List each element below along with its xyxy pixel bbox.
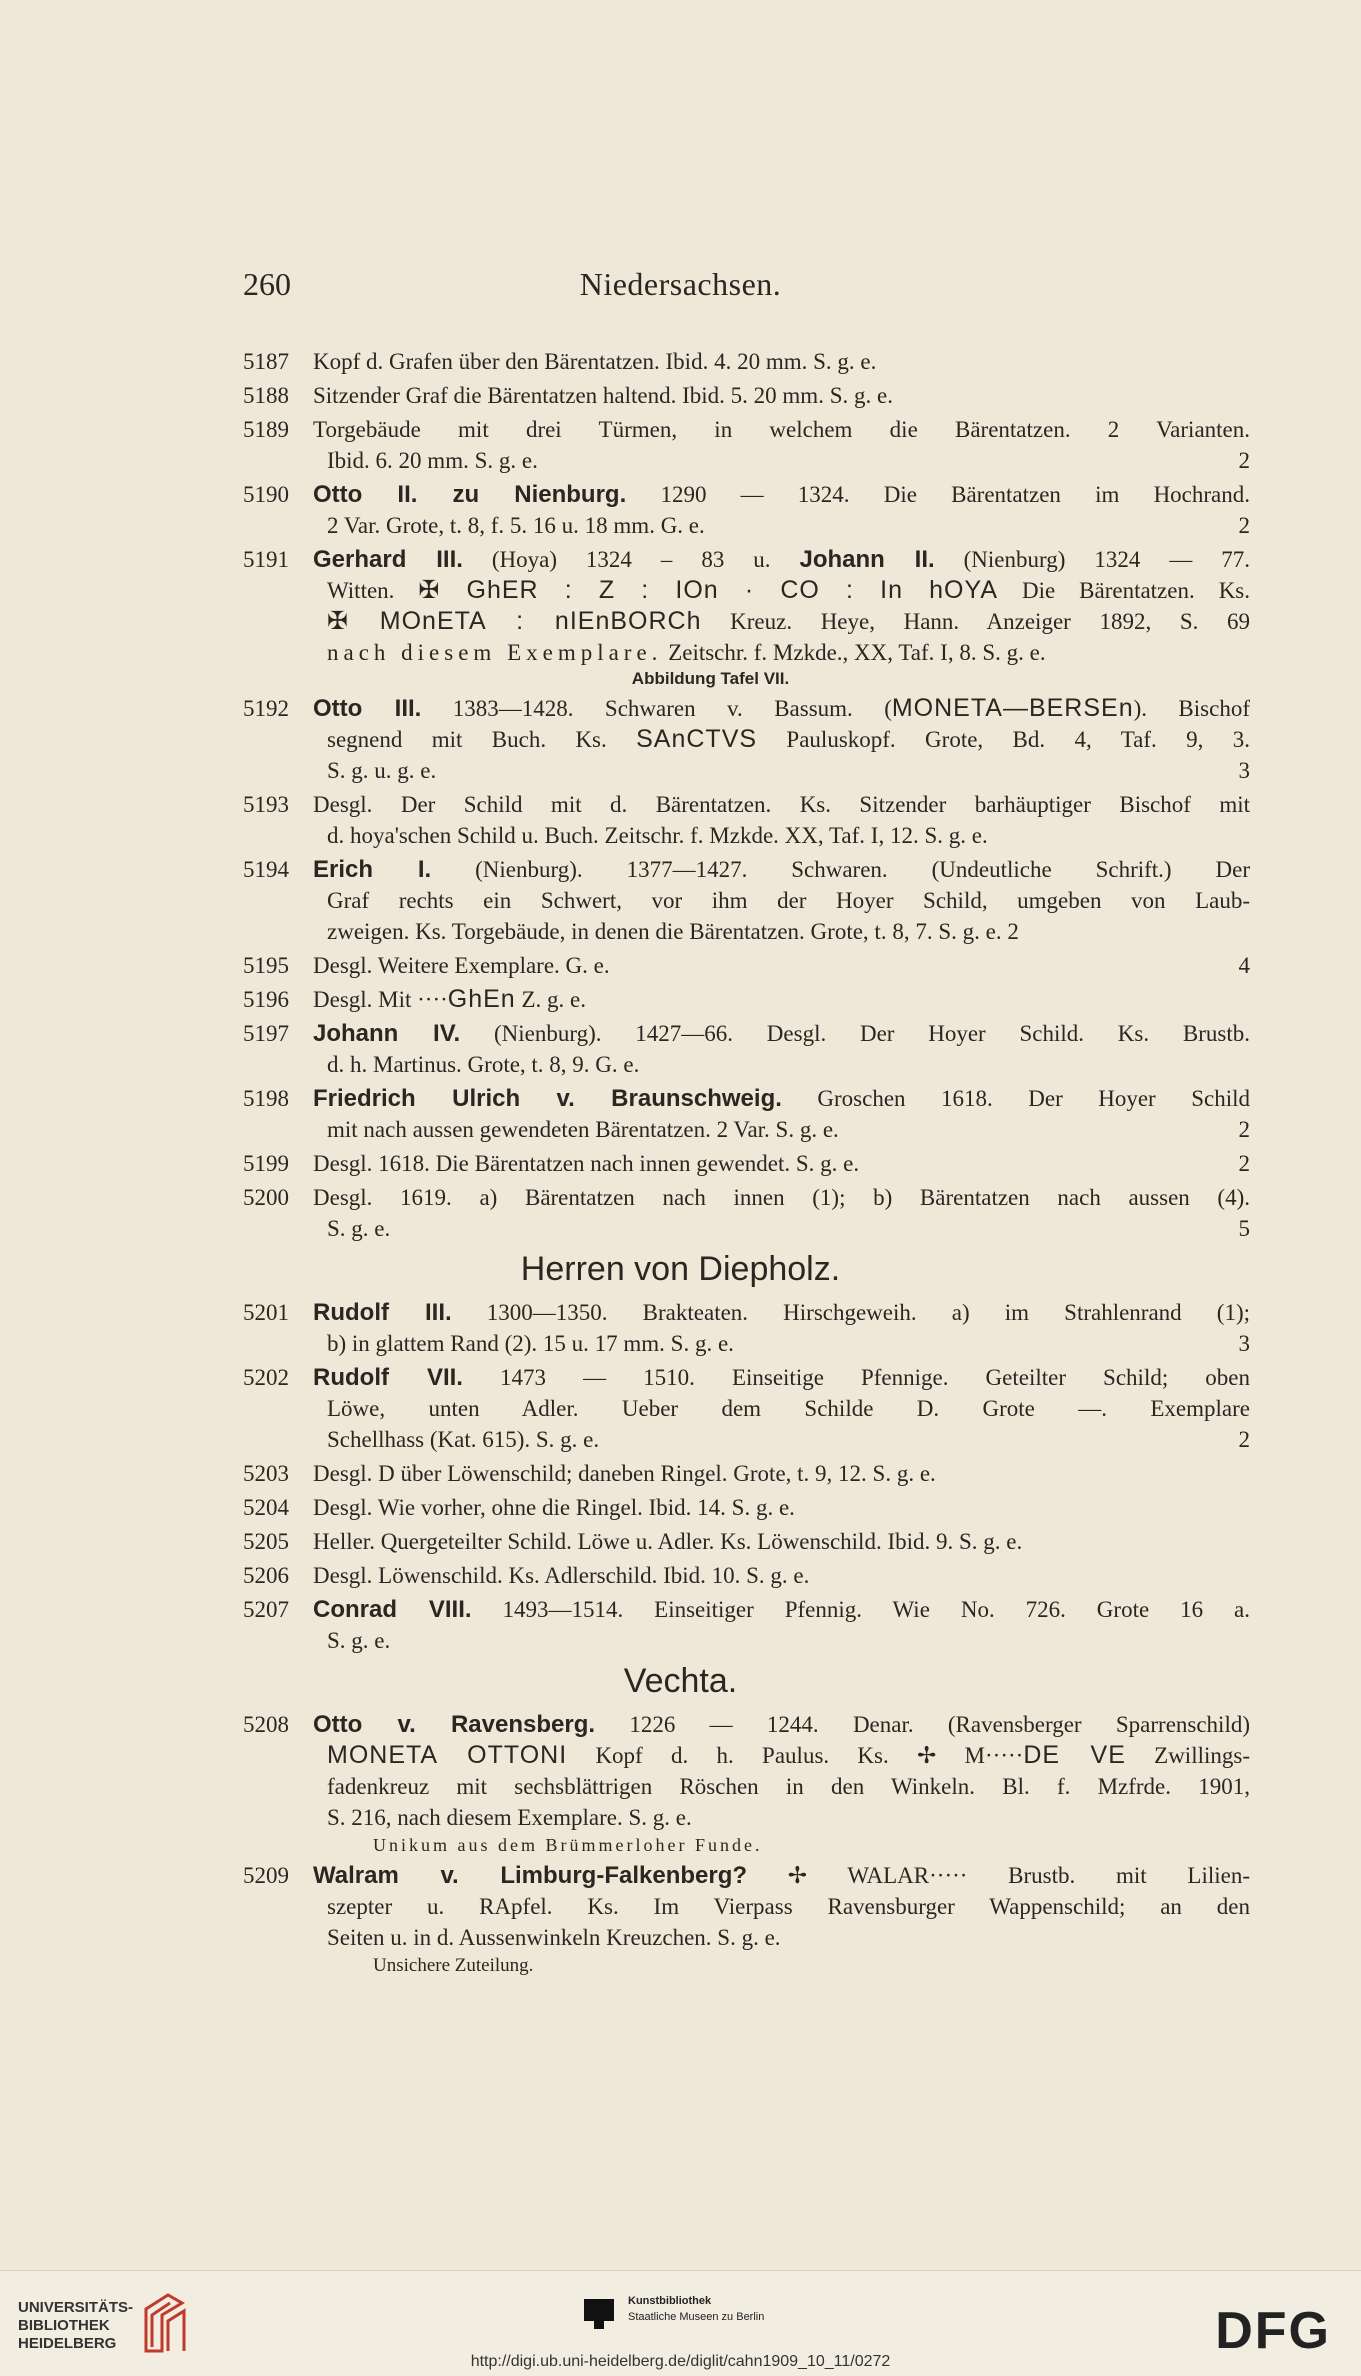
coin-legend: MONETA—BERSEn [891, 694, 1134, 722]
entry-line [313, 984, 1250, 1015]
catalogue-entry [0, 1362, 1361, 1455]
entry-line [313, 1860, 1250, 1891]
entry-number: 5190 [243, 482, 289, 507]
text-run: Heller. Quergeteilter Schild. Löwe u. Adler. Ks. Löwenschild. Ibid. 9. S. g. e. [313, 1529, 1023, 1554]
text-run: d. hoya'schen Schild u. Buch. Zeitschr. f. Mzkde. XX, Taf. I, 12. S. g. e. [327, 823, 988, 848]
specimen-count: 2 [1238, 1427, 1250, 1452]
entry-text [313, 1526, 1250, 1557]
entry-line [313, 346, 1250, 377]
entry-number: 5194 [243, 857, 289, 882]
text-run: Witten. [327, 578, 419, 603]
entry-line [313, 1297, 1250, 1328]
entry-number: 5195 [243, 953, 289, 978]
catalogue-entry [0, 1083, 1361, 1145]
ruler-name: Walram v. Limburg-Falkenberg? [313, 1862, 748, 1889]
specimen-count: 3 [1238, 758, 1250, 783]
ruler-name: Johann IV. [313, 1020, 461, 1047]
entry-line [313, 380, 1250, 411]
entry-line [313, 1083, 1250, 1114]
entry-number: 5209 [243, 1863, 289, 1888]
text-run: ✢ WALAR····· Brustb. mit Lilien- [747, 1863, 1250, 1888]
digitization-footer [0, 2270, 1361, 2376]
section-heading-diepholz: Herren von Diepholz. [520, 1250, 841, 1288]
ruler-name: Rudolf III. [313, 1299, 452, 1326]
text-run: Graf rechts ein Schwert, vor ihm der Hoyer Schild, umgeben von Laub- [327, 888, 1250, 913]
text-run: Pauluskopf. Grote, Bd. 4, Taf. 9, 3. [757, 727, 1250, 752]
entries-group-niedersachsen [0, 346, 1361, 1244]
text-run: ). Bischof [1133, 696, 1250, 721]
entry-number: 5197 [243, 1021, 289, 1046]
ruler-name: Johann II. [799, 546, 935, 573]
entry-line [313, 1148, 1250, 1179]
entries-group-diepholz [0, 1297, 1361, 1656]
entry-line [313, 755, 1250, 786]
entry-text [313, 1362, 1250, 1455]
text-run: mit nach aussen gewendeten Bärentatzen. 2 Var. S. g. e. [327, 1117, 839, 1142]
entry-text [313, 693, 1250, 786]
entry-text [313, 789, 1250, 851]
entry-number: 5202 [243, 1365, 289, 1390]
entry-number: 5205 [243, 1529, 289, 1554]
specimen-count: 4 [1238, 953, 1250, 978]
catalogue-entry [0, 693, 1361, 786]
entry-line [313, 1393, 1250, 1424]
catalogue-entry [0, 789, 1361, 851]
text-run: szepter u. RApfel. Ks. Im Vierpass Ravensburger Wappenschild; an den [327, 1894, 1250, 1919]
entry-line [313, 1213, 1250, 1244]
text-run: 1473 — 1510. Einseitige Pfennige. Geteilter Schild; oben [462, 1365, 1250, 1390]
text-run: Desgl. 1618. Die Bärentatzen nach innen gewendet. S. g. e. [313, 1151, 860, 1176]
catalogue-entry [0, 1182, 1361, 1244]
ruler-name: Erich I. [313, 856, 432, 883]
entry-text [313, 1860, 1250, 1979]
text-run: Torgebäude mit drei Türmen, in welchem die Bärentatzen. 2 Varianten. [313, 417, 1250, 442]
text-run: Desgl. Löwenschild. Ks. Adlerschild. Ibid. 10. S. g. e. [313, 1563, 810, 1588]
text-run: Kreuz. Heye, Hann. Anzeiger 1892, S. 69 [701, 609, 1250, 634]
ruler-name: Otto III. [313, 695, 422, 722]
entry-text [313, 414, 1250, 476]
specimen-count: 5 [1238, 1216, 1250, 1241]
text-run: Desgl. D über Löwenschild; daneben Ringel. Grote, t. 9, 12. S. g. e. [313, 1461, 936, 1486]
entries-group-vechta [0, 1709, 1361, 1979]
entry-line [313, 1492, 1250, 1523]
entry-number: 5193 [243, 792, 289, 817]
text-run: S. g. e. [327, 1216, 391, 1241]
section-heading-vechta: Vechta. [623, 1662, 738, 1700]
entry-line [313, 445, 1250, 476]
text-run: Zeitschr. f. Mzkde., XX, Taf. I, 8. S. g. e. [662, 640, 1046, 665]
ub-logo-line: UNIVERSITÄTS- [18, 2299, 134, 2316]
entry-line [313, 1740, 1250, 1771]
text-run: Löwe, unten Adler. Ueber dem Schilde D. Grote —. Exemplare [327, 1396, 1250, 1421]
entry-number: 5200 [243, 1185, 289, 1210]
entry-line [313, 1018, 1250, 1049]
entry-line [313, 1625, 1250, 1656]
text-run: Groschen 1618. Der Hoyer Schild [781, 1086, 1250, 1111]
entry-line [313, 950, 1250, 981]
entry-line [313, 606, 1250, 637]
text-run: (Nienburg). 1427—66. Desgl. Der Hoyer Schild. Ks. Brustb. [460, 1021, 1250, 1046]
entry-line [313, 1328, 1250, 1359]
ub-logo-line: HEIDELBERG [18, 2335, 117, 2352]
entry-text [313, 854, 1250, 947]
specimen-count: 3 [1238, 1331, 1250, 1356]
text-run: Kopf d. h. Paulus. Ks. ✢ M····· [567, 1743, 1024, 1768]
dfg-logo[interactable]: DFG [1215, 2302, 1331, 2360]
text-run: 1383—1428. Schwaren v. Bassum. ( [421, 696, 892, 721]
text-run: (Nienburg). 1377—1427. Schwaren. (Undeutliche Schrift.) Der [431, 857, 1250, 882]
entry-line [313, 1362, 1250, 1393]
entry-number: 5199 [243, 1151, 289, 1176]
entry-number: 5208 [243, 1712, 289, 1737]
spaced-text: nach diesem Exemplare. [327, 640, 663, 665]
entry-text [313, 1458, 1250, 1489]
text-run: Desgl. Weitere Exemplare. G. e. [313, 953, 610, 978]
entry-number: 5188 [243, 383, 289, 408]
text-run: 1493—1514. Einseitiger Pfennig. Wie No. 726. Grote 16 a. [471, 1597, 1250, 1622]
ruler-name: Otto v. Ravensberg. [313, 1711, 596, 1738]
kunstbibliothek-emblem-icon [582, 2297, 616, 2331]
entry-line [313, 510, 1250, 541]
catalogue-entry [0, 1297, 1361, 1359]
entry-line [313, 724, 1250, 755]
text-run: Desgl. Mit ···· [313, 987, 448, 1012]
catalogue-entry [0, 544, 1361, 690]
entry-line [313, 544, 1250, 575]
entry-text [313, 1492, 1250, 1523]
plate-reference: Abbildung Tafel VII. [631, 669, 790, 688]
kb-logo-line: Kunstbibliothek [628, 2295, 712, 2307]
text-run: Z. g. e. [515, 987, 586, 1012]
entry-line [313, 693, 1250, 724]
page-number: 260 [243, 266, 291, 302]
catalogue-entry [0, 1018, 1361, 1080]
text-run: 2 Var. Grote, t. 8, f. 5. 16 u. 18 mm. G. e. [327, 513, 705, 538]
ruler-name: Gerhard III. [313, 546, 463, 573]
catalogue-entry [0, 1860, 1361, 1979]
ub-heidelberg-logo[interactable] [18, 2299, 133, 2353]
coin-legend: SAnCTVS [636, 725, 758, 753]
text-run: S. g. e. [327, 1628, 391, 1653]
entry-number: 5198 [243, 1086, 289, 1111]
ruler-name: Conrad VIII. [313, 1596, 472, 1623]
catalogue-entry [0, 346, 1361, 377]
entry-line [313, 1458, 1250, 1489]
catalogue-entry [0, 1458, 1361, 1489]
entry-number: 5192 [243, 696, 289, 721]
entry-text [313, 984, 1250, 1015]
specimen-count: 2 [1238, 513, 1250, 538]
entry-text [313, 380, 1250, 411]
text-run: 1300—1350. Brakteaten. Hirschgeweih. a) im Strahlenrand (1); [451, 1300, 1250, 1325]
catalogue-entry [0, 1709, 1361, 1857]
coin-legend: ✠ MOnETA : nIEnBORCh [327, 607, 702, 635]
entry-text [313, 1594, 1250, 1656]
entry-text [313, 346, 1250, 377]
catalogue-entry [0, 479, 1361, 541]
entry-line [313, 1560, 1250, 1591]
entry-text [313, 1148, 1250, 1179]
entry-line [313, 1922, 1250, 1953]
entry-line [313, 820, 1250, 851]
text-run: Desgl. Der Schild mit d. Bärentatzen. Ks. Sitzender barhäuptiger Bischof mit [313, 792, 1250, 817]
ub-logo-line: BIBLIOTHEK [18, 2317, 110, 2334]
coin-legend: ✠ GhER : Z : IOn · CO : In hOYA [418, 576, 998, 604]
entry-line [313, 1594, 1250, 1625]
entry-text [313, 1560, 1250, 1591]
text-run: Desgl. Wie vorher, ohne die Ringel. Ibid. 14. S. g. e. [313, 1495, 795, 1520]
entry-line [313, 885, 1250, 916]
catalogue-entry [0, 1594, 1361, 1656]
specimen-count: 2 [1238, 448, 1250, 473]
text-run: Seiten u. in d. Aussenwinkeln Kreuzchen. S. g. e. [327, 1925, 781, 1950]
entry-line [313, 1802, 1250, 1833]
text-run: Zwillings- [1125, 1743, 1250, 1768]
text-run: S. 216, nach diesem Exemplare. S. g. e. [327, 1805, 692, 1830]
catalogue-entry [0, 984, 1361, 1015]
entry-text [313, 544, 1250, 690]
entry-text [313, 1018, 1250, 1080]
entry-text [313, 950, 1250, 981]
entry-line [313, 1424, 1250, 1455]
page-header [0, 266, 1361, 316]
entry-line [313, 854, 1250, 885]
entry-line [313, 1049, 1250, 1080]
entry-number: 5191 [243, 547, 289, 572]
catalogue-entry [0, 1526, 1361, 1557]
entry-line [313, 637, 1250, 668]
specimen-count: 2 [1238, 1117, 1250, 1142]
kb-logo-line: Staatliche Museen zu Berlin [628, 2311, 765, 2323]
entry-line [313, 1891, 1250, 1922]
catalogue-entries [0, 346, 1361, 1982]
text-run: zweigen. Ks. Torgebäude, in denen die Bärentatzen. Grote, t. 8, 7. S. g. e. 2 [327, 919, 1019, 944]
ruler-name: Rudolf VII. [313, 1364, 463, 1391]
entry-text [313, 479, 1250, 541]
entry-number: 5203 [243, 1461, 289, 1486]
coin-legend: DE VE [1023, 1741, 1126, 1769]
entry-line [313, 1771, 1250, 1802]
entry-text [313, 1083, 1250, 1145]
page-title: Niedersachsen. [579, 266, 782, 302]
catalogue-entry [0, 1560, 1361, 1591]
entry-line [313, 1526, 1250, 1557]
catalogue-entry [0, 1492, 1361, 1523]
entry-text [313, 1182, 1250, 1244]
entry-text [313, 1709, 1250, 1857]
text-run: fadenkreuz mit sechsblättrigen Röschen in den Winkeln. Bl. f. Mzfrde. 1901, [327, 1774, 1250, 1799]
coin-legend: GhEn [447, 985, 516, 1013]
kunstbibliothek-logo[interactable] [582, 2293, 764, 2325]
text-run: (Hoya) 1324 – 83 u. [462, 547, 800, 572]
entry-number: 5206 [243, 1563, 289, 1588]
text-run: 1290 — 1324. Die Bärentatzen im Hochrand. [626, 482, 1250, 507]
entry-note: Unikum aus dem Brümmerloher Funde. [373, 1835, 763, 1855]
entry-line [313, 479, 1250, 510]
entry-line [313, 575, 1250, 606]
entry-number: 5187 [243, 349, 289, 374]
catalogue-entry [0, 950, 1361, 981]
text-run: segnend mit Buch. Ks. [327, 727, 637, 752]
text-run: Desgl. 1619. a) Bärentatzen nach innen (1); b) Bärentatzen nach aussen (4). [313, 1185, 1250, 1210]
entry-line [313, 414, 1250, 445]
text-run: 1226 — 1244. Denar. (Ravensberger Sparrenschild) [595, 1712, 1250, 1737]
entry-number: 5207 [243, 1597, 289, 1622]
text-run: d. h. Martinus. Grote, t. 8, 9. G. e. [327, 1052, 640, 1077]
catalogue-entry [0, 380, 1361, 411]
text-run: Schellhass (Kat. 615). S. g. e. [327, 1427, 600, 1452]
ruler-name: Otto II. zu Nienburg. [313, 481, 627, 508]
text-run: Die Bärentatzen. Ks. [998, 578, 1251, 603]
text-run: Sitzender Graf die Bärentatzen haltend. Ibid. 5. 20 mm. S. g. e. [313, 383, 893, 408]
text-run: Ibid. 6. 20 mm. S. g. e. [327, 448, 538, 473]
specimen-count: 2 [1238, 1151, 1250, 1176]
permalink-url[interactable]: http://digi.ub.uni-heidelberg.de/diglit/cahn1909_10_11/0272 [470, 2353, 891, 2370]
text-run: b) in glattem Rand (2). 15 u. 17 mm. S. g. e. [327, 1331, 734, 1356]
coin-legend: MONETA OTTONI [327, 1741, 568, 1769]
catalogue-entry [0, 1148, 1361, 1179]
text-run: (Nienburg) 1324 — 77. [934, 547, 1251, 572]
entry-line [313, 1114, 1250, 1145]
ruler-name: Friedrich Ulrich v. Braunschweig. [313, 1085, 782, 1112]
entry-line [313, 789, 1250, 820]
entry-number: 5204 [243, 1495, 289, 1520]
entry-line [313, 916, 1250, 947]
entry-note: Unsichere Zuteilung. [373, 1955, 534, 1976]
catalogue-entry [0, 414, 1361, 476]
entry-number: 5196 [243, 987, 289, 1012]
entry-line [313, 1709, 1250, 1740]
entry-number: 5189 [243, 417, 289, 442]
text-run: Kopf d. Grafen über den Bärentatzen. Ibid. 4. 20 mm. S. g. e. [313, 349, 877, 374]
entry-number: 5201 [243, 1300, 289, 1325]
text-run: S. g. u. g. e. [327, 758, 437, 783]
catalogue-entry [0, 854, 1361, 947]
ub-heidelberg-emblem-icon [138, 2289, 190, 2359]
entry-line [313, 1182, 1250, 1213]
entry-text [313, 1297, 1250, 1359]
